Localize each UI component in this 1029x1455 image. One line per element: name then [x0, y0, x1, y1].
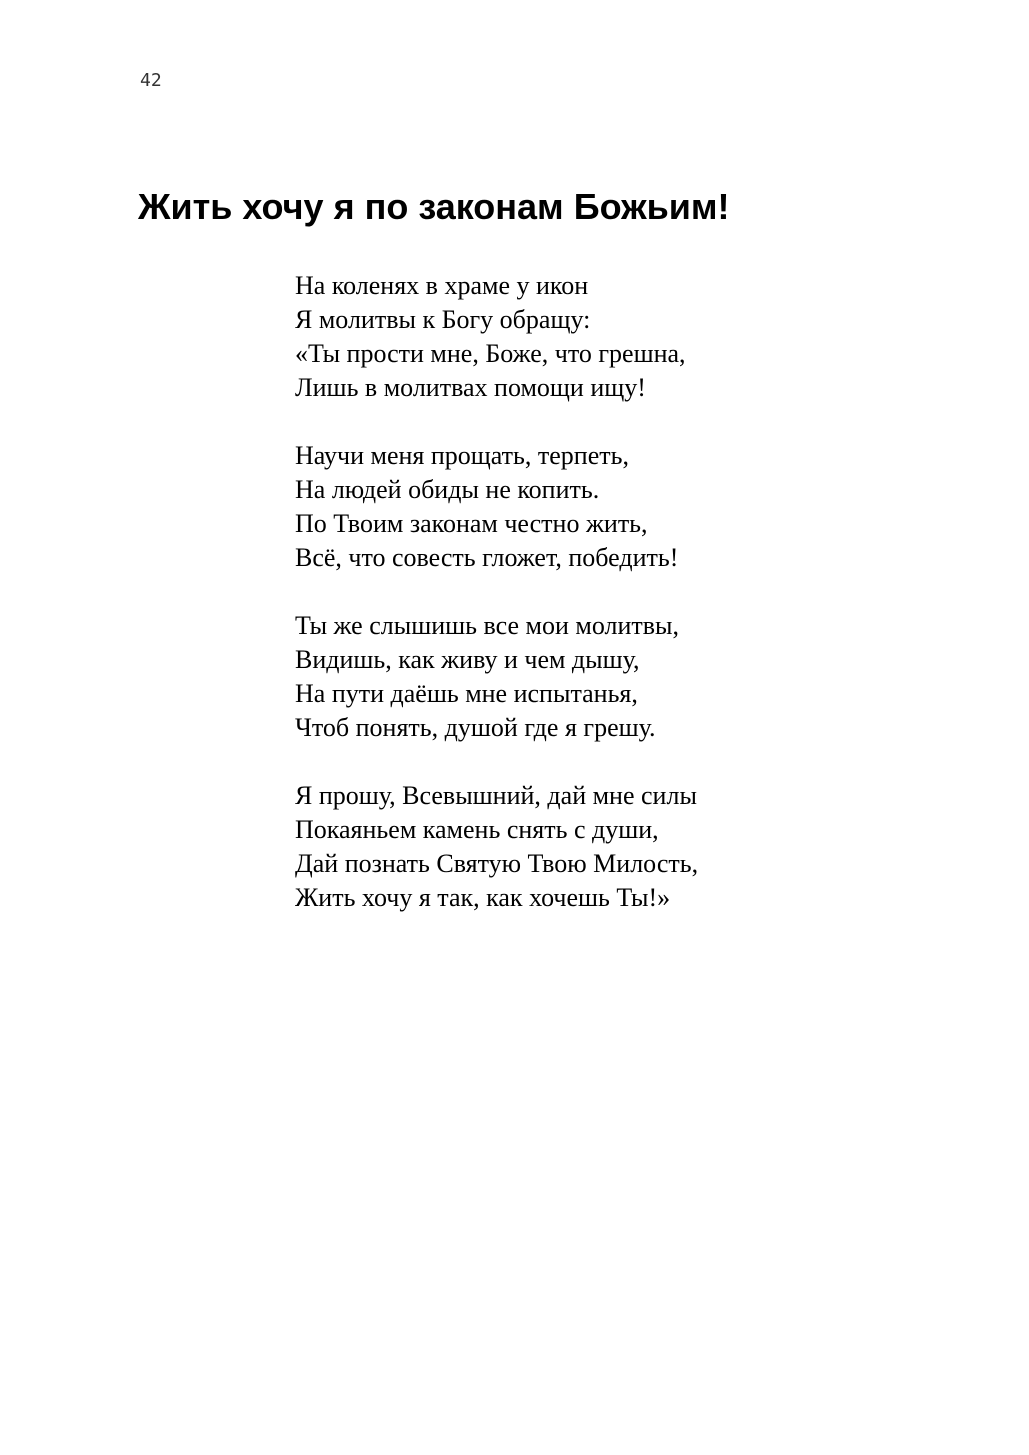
poem-line: Я молитвы к Богу обращу: — [295, 305, 591, 334]
poem-line: Лишь в молитвах помощи ищу! — [295, 373, 646, 402]
poem-line: Дай познать Святую Твою Милость, — [295, 849, 699, 878]
poem-line: «Ты прости мне, Боже, что грешна, — [295, 339, 686, 368]
poem-line: Чтоб понять, душой где я грешу. — [295, 713, 656, 742]
poem-line: Научи меня прощать, терпеть, — [295, 441, 629, 470]
poem-line: Всё, что совесть гложет, победить! — [295, 543, 679, 572]
poem-line: Видишь, как живу и чем дышу, — [295, 645, 640, 674]
stanza — [295, 609, 698, 745]
poem-line: На людей обиды не копить. — [295, 475, 600, 504]
poem-title: Жить хочу я по законам Божьим! — [138, 186, 730, 227]
poem-line: Покаяньем камень снять с души, — [295, 815, 659, 844]
poem-body — [295, 269, 698, 949]
page-number: 42 — [140, 70, 162, 91]
poem-line: По Твоим законам честно жить, — [295, 509, 648, 538]
poem-line: На пути даёшь мне испытанья, — [295, 679, 638, 708]
poem-line: Ты же слышишь все мои молитвы, — [295, 611, 680, 640]
poem-line: Жить хочу я так, как хочешь Ты!» — [295, 883, 671, 912]
stanza — [295, 269, 698, 405]
poem-line: Я прошу, Всевышний, дай мне силы — [295, 781, 697, 810]
stanza — [295, 439, 698, 575]
poem-line: На коленях в храме у икон — [295, 271, 589, 300]
stanza — [295, 779, 698, 915]
